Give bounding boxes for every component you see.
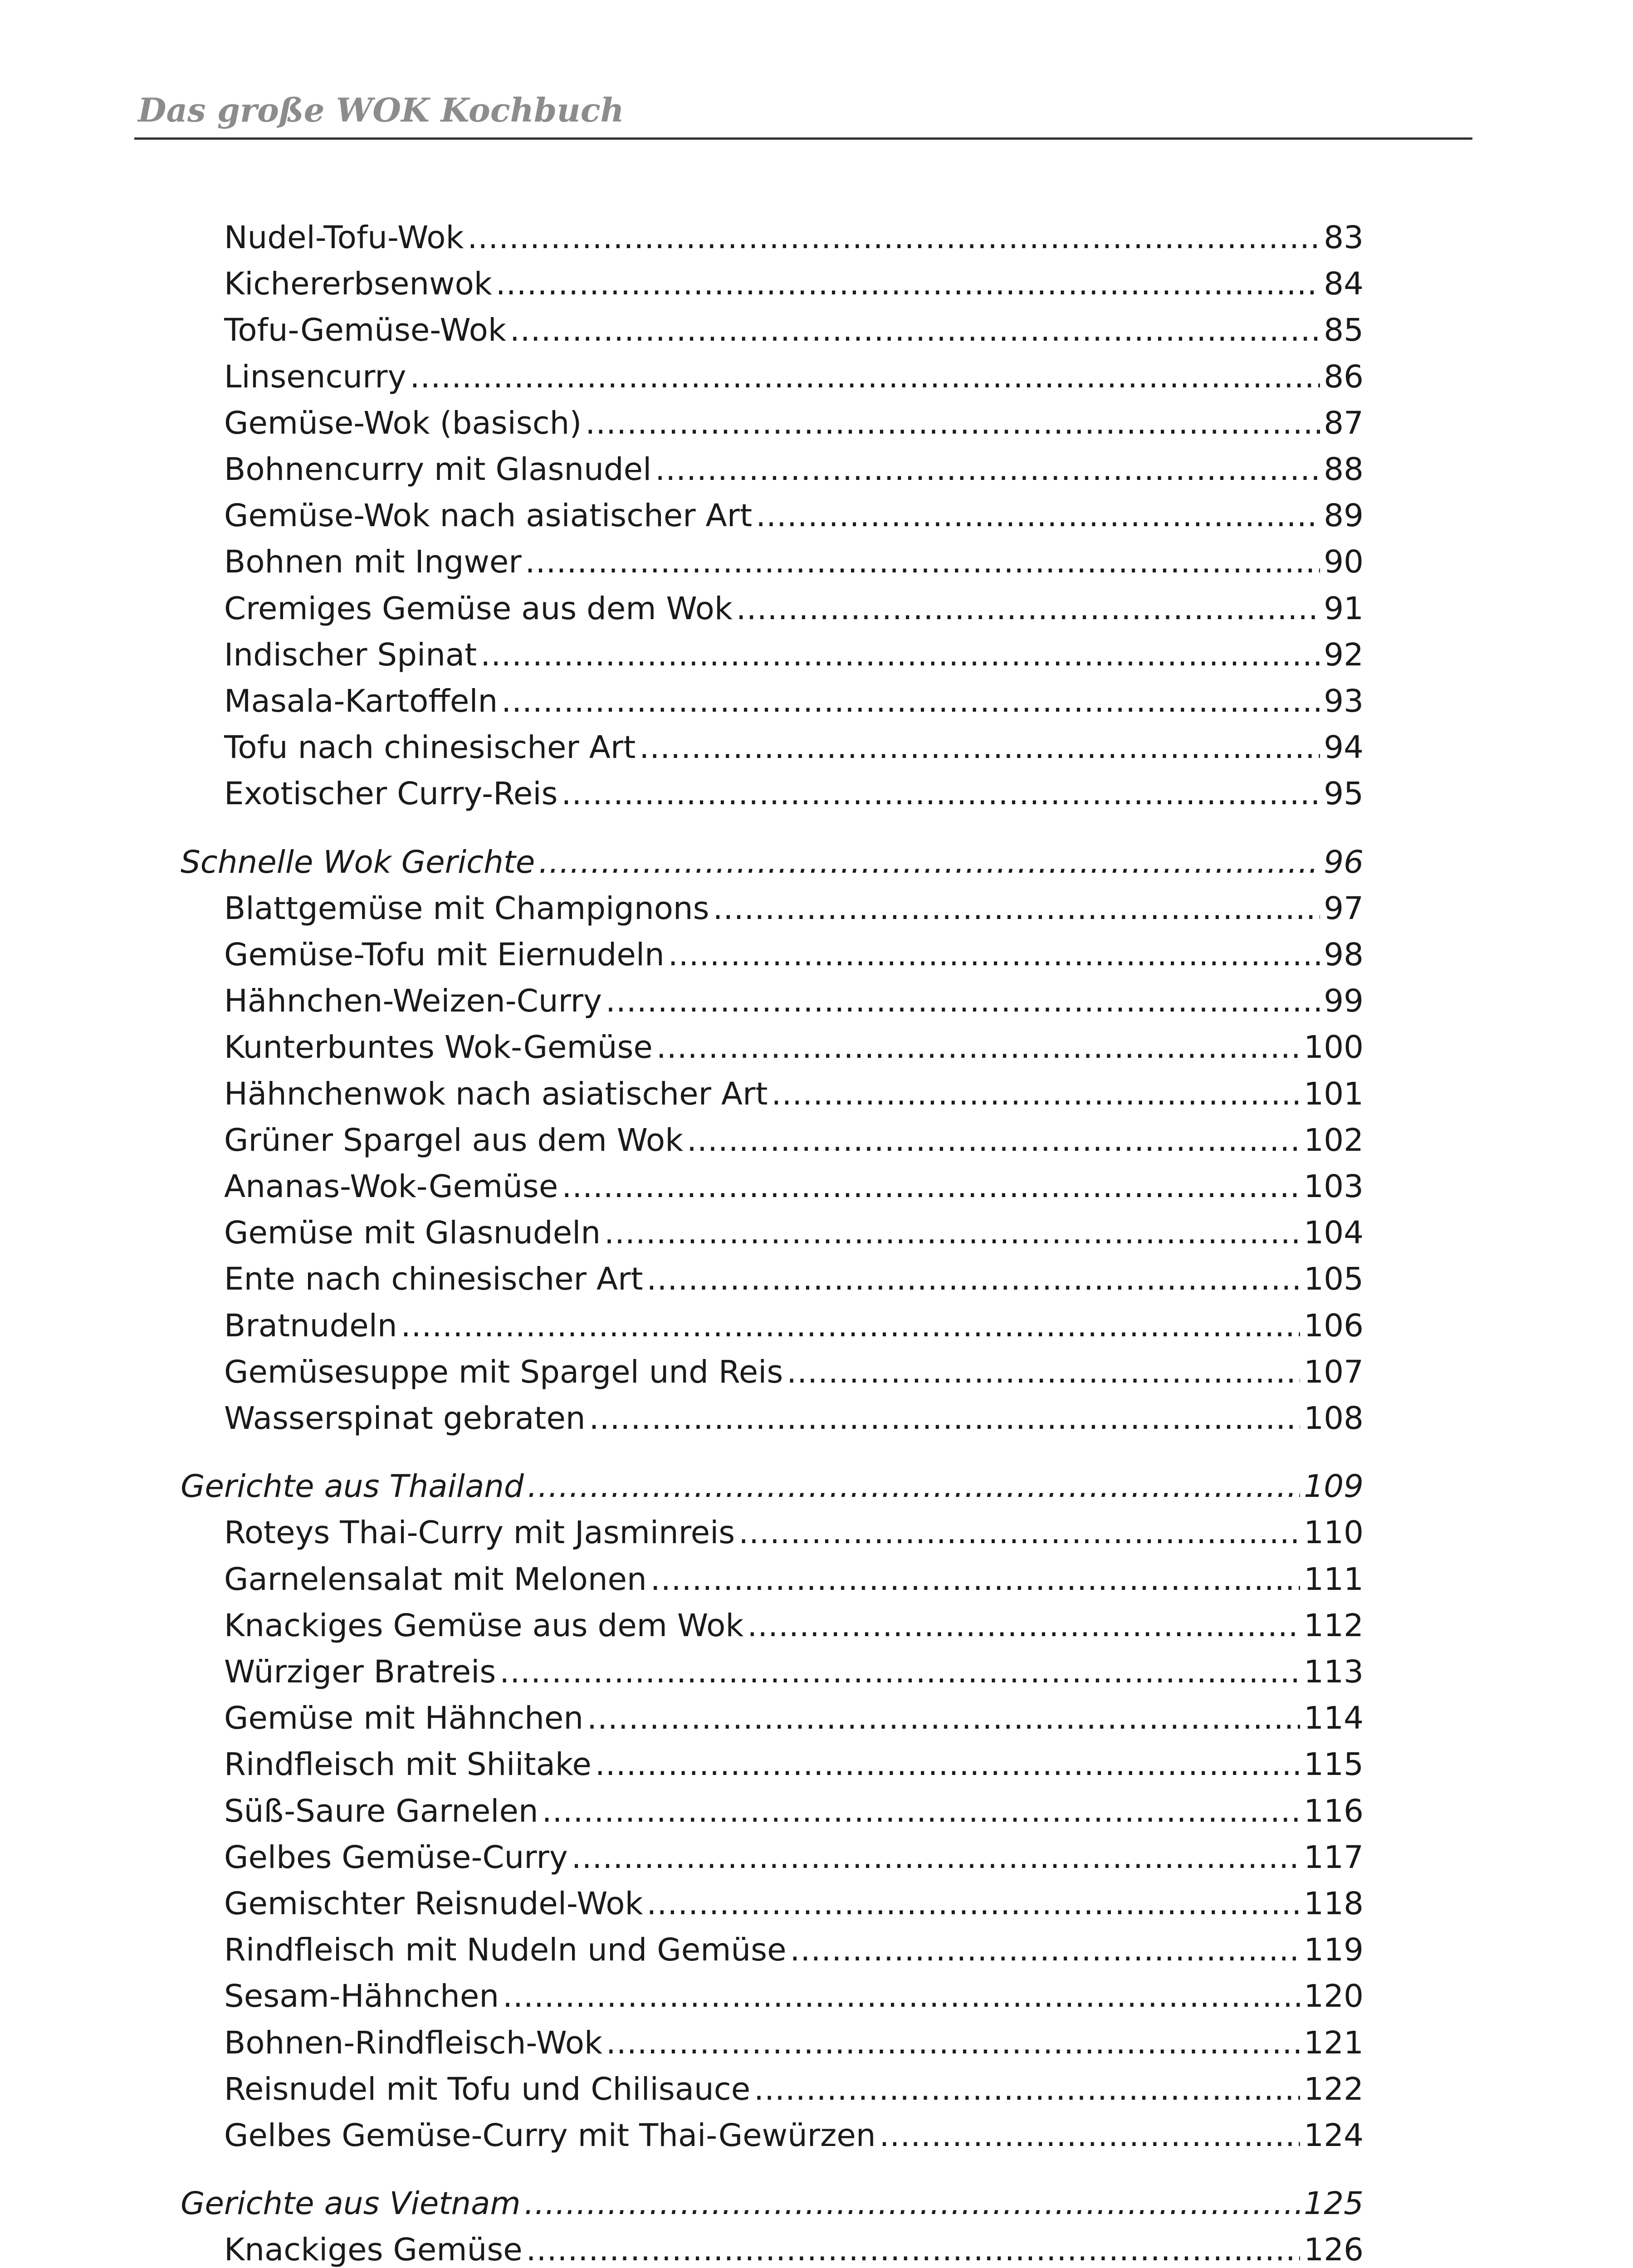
toc-entry-title: Indischer Spinat	[224, 637, 477, 673]
toc-dot-leader	[589, 1398, 1301, 1441]
toc-dot-leader	[646, 1883, 1300, 1926]
toc-page-number: 95	[1324, 776, 1364, 812]
toc-entry-title: Bohnencurry mit Glasnudel	[224, 451, 652, 488]
toc-entry	[224, 1073, 1364, 1119]
toc-entry-title: Gemüsesuppe mit Spargel und Reis	[224, 1354, 783, 1390]
toc-page-number: 113	[1304, 1654, 1364, 1690]
toc-entry-title: Nudel-Tofu-Wok	[224, 220, 464, 256]
toc-dot-leader	[772, 1073, 1301, 1117]
toc-page-number: 118	[1304, 1886, 1364, 1922]
toc-page-number: 103	[1304, 1168, 1364, 1205]
toc-entry-title: Rindfleisch mit Nudeln und Gemüse	[224, 1932, 787, 1968]
toc-entry	[224, 1697, 1364, 1743]
toc-entry-title: Gemüse mit Hähnchen	[224, 1700, 584, 1736]
toc-page-number: 108	[1304, 1400, 1364, 1437]
toc-page-number: 91	[1324, 591, 1364, 627]
toc-page-number: 94	[1324, 729, 1364, 766]
toc-page-number: 104	[1304, 1215, 1364, 1251]
toc-dot-leader	[787, 1351, 1300, 1395]
toc-dot-leader	[562, 1166, 1300, 1209]
toc-entry	[224, 680, 1364, 726]
toc-entry-title: Masala-Kartoffeln	[224, 683, 498, 719]
toc-entry	[224, 980, 1364, 1026]
toc-dot-leader	[528, 1466, 1301, 1509]
toc-dot-leader	[480, 634, 1320, 678]
toc-page-number: 126	[1304, 2232, 1364, 2268]
toc-page-number: 93	[1324, 683, 1364, 719]
toc-entry	[224, 1559, 1364, 1604]
toc-entry	[224, 263, 1364, 308]
toc-entry	[224, 1790, 1364, 1836]
toc-dot-leader	[713, 888, 1320, 931]
toc-entry	[224, 773, 1364, 818]
toc-entry	[224, 1837, 1364, 1882]
toc-entry	[224, 541, 1364, 587]
toc-entry-title: Gemüse mit Glasnudeln	[224, 1215, 601, 1251]
toc-page-number: 88	[1324, 451, 1364, 488]
toc-entry-title: Hähnchen-Weizen-Curry	[224, 983, 602, 1019]
toc-entry-title: Bratnudeln	[224, 1308, 397, 1344]
toc-entry	[224, 1605, 1364, 1650]
toc-entry	[224, 1351, 1364, 1397]
toc-page-number: 121	[1304, 2025, 1364, 2061]
toc-dot-leader	[639, 727, 1320, 770]
toc-section-heading	[181, 2183, 1364, 2228]
toc-entry	[224, 1305, 1364, 1350]
toc-entry	[224, 1975, 1364, 2021]
toc-entry	[224, 1166, 1364, 1211]
toc-dot-leader	[754, 2068, 1300, 2112]
toc-dot-leader	[524, 2183, 1301, 2226]
toc-entry	[224, 888, 1364, 933]
toc-dot-leader	[738, 1512, 1300, 1555]
toc-entry	[224, 634, 1364, 679]
toc-entry-title: Roteys Thai-Curry mit Jasminreis	[224, 1515, 735, 1551]
toc-dot-leader	[756, 495, 1320, 538]
toc-dot-leader	[585, 402, 1320, 446]
toc-entry	[224, 1929, 1364, 1975]
toc-page-number: 111	[1304, 1561, 1364, 1598]
toc-entry-title: Bohnen mit Ingwer	[224, 544, 522, 580]
toc-page-number: 106	[1304, 1308, 1364, 1344]
toc-page-number: 102	[1304, 1122, 1364, 1158]
toc-entry	[224, 727, 1364, 772]
toc-page-number: 125	[1304, 2185, 1364, 2222]
toc-entry	[224, 356, 1364, 401]
toc-entry-title: Gemischter Reisnudel-Wok	[224, 1886, 643, 1922]
toc-entry-title: Tofu nach chinesischer Art	[224, 729, 636, 766]
toc-page-number: 86	[1324, 359, 1364, 395]
toc-entry-title: Knackiges Gemüse	[224, 2232, 523, 2268]
toc-dot-leader	[668, 934, 1320, 978]
toc-page-number: 89	[1324, 498, 1364, 534]
toc-entry-title: Gemüse-Tofu mit Eiernudeln	[224, 937, 665, 973]
toc-page-number: 116	[1304, 1793, 1364, 1829]
toc-page-number: 92	[1324, 637, 1364, 673]
toc-entry	[224, 1212, 1364, 1257]
toc-dot-leader	[650, 1559, 1301, 1602]
toc-page-number: 101	[1304, 1076, 1364, 1112]
toc-dot-leader	[606, 2022, 1300, 2066]
toc-entry-title: Bohnen-Rindfleisch-Wok	[224, 2025, 602, 2061]
toc-entry-title: Wasserspinat gebraten	[224, 1400, 586, 1437]
toc-page-number: 119	[1304, 1932, 1364, 1968]
toc-dot-leader	[496, 263, 1320, 307]
toc-entry	[224, 495, 1364, 540]
toc-dot-leader	[526, 2229, 1301, 2268]
toc-dot-leader	[880, 2115, 1301, 2158]
toc-entry	[224, 2022, 1364, 2068]
toc-page-number: 98	[1324, 937, 1364, 973]
toc-entry-title: Reisnudel mit Tofu und Chilisauce	[224, 2071, 751, 2107]
toc-dot-leader	[736, 588, 1320, 631]
toc-entry	[224, 309, 1364, 355]
toc-entry	[224, 449, 1364, 494]
toc-dot-leader	[503, 1975, 1300, 2019]
toc-dot-leader	[587, 1697, 1300, 1741]
toc-page-number: 114	[1304, 1700, 1364, 1736]
toc-page-number: 85	[1324, 312, 1364, 348]
toc-page-number: 117	[1304, 1839, 1364, 1876]
toc-entry	[224, 1119, 1364, 1165]
toc-section-heading	[181, 1466, 1364, 1511]
toc-entry-title: Gemüse-Wok (basisch)	[224, 405, 582, 441]
toc-page-number: 87	[1324, 405, 1364, 441]
toc-dot-leader	[572, 1837, 1301, 1880]
toc-entry-title: Exotischer Curry-Reis	[224, 776, 558, 812]
toc-entry-title: Gemüse-Wok nach asiatischer Art	[224, 498, 753, 534]
toc-entry-title: Rindfleisch mit Shiitake	[224, 1746, 592, 1783]
toc-entry	[224, 1512, 1364, 1557]
toc-entry	[224, 1398, 1364, 1443]
toc-entry-title: Tofu-Gemüse-Wok	[224, 312, 506, 348]
toc-dot-leader	[561, 773, 1320, 816]
toc-entry	[224, 1258, 1364, 1304]
toc-page-number: 112	[1304, 1608, 1364, 1644]
toc-page-number: 105	[1304, 1261, 1364, 1297]
toc-dot-leader	[401, 1305, 1301, 1349]
toc-page-number: 115	[1304, 1746, 1364, 1783]
toc-entry-title: Knackiges Gemüse aus dem Wok	[224, 1608, 744, 1644]
toc-page-number: 120	[1304, 1978, 1364, 2014]
toc-page-number: 99	[1324, 983, 1364, 1019]
toc-dot-leader	[510, 309, 1320, 353]
toc-dot-leader	[790, 1929, 1301, 1973]
toc-page-number: 83	[1324, 220, 1364, 256]
toc-entry	[224, 1744, 1364, 1789]
toc-entry	[224, 402, 1364, 448]
toc-entry-title: Ente nach chinesischer Art	[224, 1261, 643, 1297]
toc-section-heading	[181, 841, 1364, 887]
toc-page-number: 124	[1304, 2117, 1364, 2154]
toc-page-number: 97	[1324, 890, 1364, 927]
toc-dot-leader	[647, 1258, 1301, 1302]
toc-entry-title: Linsencurry	[224, 359, 406, 395]
toc-entry-title: Hähnchenwok nach asiatischer Art	[224, 1076, 768, 1112]
toc-dot-leader	[467, 217, 1320, 260]
toc-entry-title: Gelbes Gemüse-Curry mit Thai-Gewürzen	[224, 2117, 876, 2154]
toc-dot-leader	[655, 449, 1320, 492]
toc-entry	[224, 1651, 1364, 1696]
toc-entry-title: Schnelle Wok Gerichte	[181, 844, 535, 880]
toc-entry	[224, 2115, 1364, 2160]
toc-page-number: 90	[1324, 544, 1364, 580]
toc-dot-leader	[656, 1026, 1300, 1070]
toc-entry-title: Garnelensalat mit Melonen	[224, 1561, 647, 1598]
toc-page-number: 96	[1324, 844, 1364, 880]
toc-entry	[224, 1026, 1364, 1072]
toc-entry	[224, 2068, 1364, 2114]
toc-entry-title: Grüner Spargel aus dem Wok	[224, 1122, 684, 1158]
page-header-title: Das große WOK Kochbuch	[138, 91, 624, 129]
toc-page-number: 122	[1304, 2071, 1364, 2107]
toc-entry	[224, 1883, 1364, 1928]
toc-page-number: 110	[1304, 1515, 1364, 1551]
toc-dot-leader	[525, 541, 1320, 585]
toc-entry-title: Gelbes Gemüse-Curry	[224, 1839, 568, 1876]
toc-page-number: 109	[1304, 1468, 1364, 1505]
toc-entry	[224, 217, 1364, 262]
toc-entry-title: Ananas-Wok-Gemüse	[224, 1168, 558, 1205]
toc-dot-leader	[604, 1212, 1300, 1256]
toc-entry-title: Blattgemüse mit Champignons	[224, 890, 709, 927]
toc-entry	[224, 2229, 1364, 2268]
toc-entry-title: Gerichte aus Thailand	[181, 1468, 524, 1505]
toc-dot-leader	[410, 356, 1320, 400]
toc-entry-title: Cremiges Gemüse aus dem Wok	[224, 591, 733, 627]
toc-page-number: 84	[1324, 266, 1364, 302]
toc-entry-title: Kichererbsenwok	[224, 266, 492, 302]
toc-page-number: 107	[1304, 1354, 1364, 1390]
toc-entry-title: Kunterbuntes Wok-Gemüse	[224, 1029, 653, 1066]
toc-dot-leader	[501, 680, 1320, 724]
toc-entry-title: Würziger Bratreis	[224, 1654, 496, 1690]
toc-entry	[224, 588, 1364, 633]
toc-entry-title: Süß-Saure Garnelen	[224, 1793, 538, 1829]
toc-dot-leader	[499, 1651, 1300, 1695]
toc-dot-leader	[542, 1790, 1301, 1834]
toc-dot-leader	[687, 1119, 1300, 1163]
toc-page-number: 100	[1304, 1029, 1364, 1066]
toc-dot-leader	[538, 841, 1320, 885]
toc-entry	[224, 934, 1364, 979]
toc-dot-leader	[747, 1605, 1300, 1648]
toc-dot-leader	[595, 1744, 1300, 1787]
toc-entry-title: Gerichte aus Vietnam	[181, 2185, 521, 2222]
toc-dot-leader	[606, 980, 1320, 1024]
toc-entry-title: Sesam-Hähnchen	[224, 1978, 499, 2014]
